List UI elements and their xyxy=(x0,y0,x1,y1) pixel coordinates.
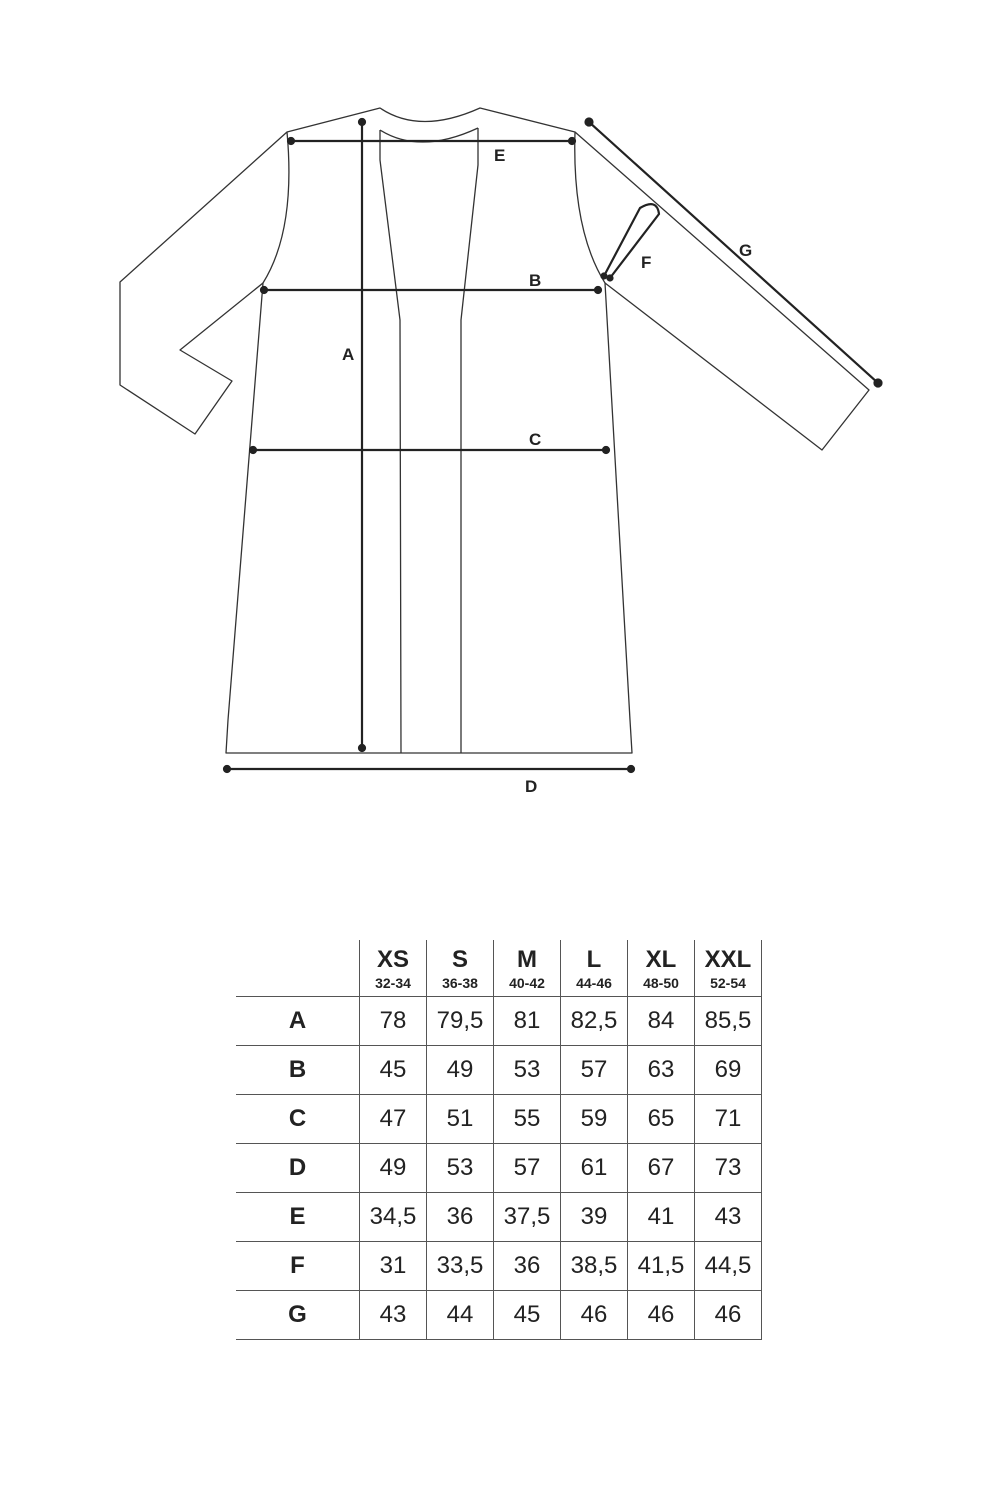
size-header-xxl: XXL 52-54 xyxy=(695,940,762,997)
size-header-m: M 40-42 xyxy=(494,940,561,997)
measure-dot xyxy=(586,119,593,126)
measurement-labels xyxy=(342,146,752,796)
table-cell: 79,5 xyxy=(427,997,494,1046)
right-sleeve-outline xyxy=(575,132,869,450)
measure-dot xyxy=(359,745,365,751)
measure-dot xyxy=(288,138,294,144)
table-cell: 53 xyxy=(427,1144,494,1193)
measure-dot xyxy=(875,380,882,387)
label-e: E xyxy=(494,146,506,165)
table-cell: 57 xyxy=(494,1144,561,1193)
measure-dot xyxy=(608,276,613,281)
table-cell: 67 xyxy=(628,1144,695,1193)
label-c: C xyxy=(529,430,542,449)
table-cell: 41 xyxy=(628,1193,695,1242)
table-cell: 69 xyxy=(695,1046,762,1095)
garment-body-outline xyxy=(226,108,632,753)
table-cell: 63 xyxy=(628,1046,695,1095)
table-corner xyxy=(236,940,360,997)
measure-dot xyxy=(603,447,609,453)
table-cell: 53 xyxy=(494,1046,561,1095)
table-cell: 49 xyxy=(360,1144,427,1193)
row-label: A xyxy=(236,997,360,1046)
table-cell: 38,5 xyxy=(561,1242,628,1291)
table-row xyxy=(236,1144,762,1193)
garment-outline xyxy=(120,108,869,753)
size-header-xl: XL 48-50 xyxy=(628,940,695,997)
table-cell: 45 xyxy=(360,1046,427,1095)
table-cell: 82,5 xyxy=(561,997,628,1046)
label-g: G xyxy=(739,241,753,260)
table-cell: 46 xyxy=(695,1291,762,1340)
table-cell: 47 xyxy=(360,1095,427,1144)
table-cell: 65 xyxy=(628,1095,695,1144)
table-cell: 73 xyxy=(695,1144,762,1193)
table-cell: 43 xyxy=(360,1291,427,1340)
measure-dot xyxy=(569,138,575,144)
table-cell: 45 xyxy=(494,1291,561,1340)
table-cell: 78 xyxy=(360,997,427,1046)
row-label: B xyxy=(236,1046,360,1095)
front-opening-right xyxy=(461,128,478,753)
table-cell: 49 xyxy=(427,1046,494,1095)
table-cell: 51 xyxy=(427,1095,494,1144)
measure-dot xyxy=(595,287,601,293)
front-opening-left xyxy=(380,130,401,753)
size-header-l: L 44-46 xyxy=(561,940,628,997)
table-cell: 33,5 xyxy=(427,1242,494,1291)
measure-dot xyxy=(261,287,267,293)
row-label: G xyxy=(236,1291,360,1340)
label-f: F xyxy=(641,253,652,272)
row-label: F xyxy=(236,1242,360,1291)
measure-dot xyxy=(628,766,634,772)
table-cell: 44 xyxy=(427,1291,494,1340)
left-sleeve-outline xyxy=(120,132,287,434)
table-cell: 84 xyxy=(628,997,695,1046)
table-cell: 43 xyxy=(695,1193,762,1242)
row-label: C xyxy=(236,1095,360,1144)
table-cell: 34,5 xyxy=(360,1193,427,1242)
measure-dot xyxy=(602,274,607,279)
table-row xyxy=(236,1193,762,1242)
label-d: D xyxy=(525,777,538,796)
size-header-row xyxy=(236,940,762,997)
table-cell: 81 xyxy=(494,997,561,1046)
table-cell: 59 xyxy=(561,1095,628,1144)
table-cell: 44,5 xyxy=(695,1242,762,1291)
measure-dot xyxy=(224,766,230,772)
table-cell: 85,5 xyxy=(695,997,762,1046)
measure-dot xyxy=(250,447,256,453)
table-cell: 46 xyxy=(628,1291,695,1340)
table-cell: 37,5 xyxy=(494,1193,561,1242)
table-cell: 55 xyxy=(494,1095,561,1144)
table-row xyxy=(236,1046,762,1095)
table-cell: 41,5 xyxy=(628,1242,695,1291)
table-cell: 39 xyxy=(561,1193,628,1242)
label-b: B xyxy=(529,271,542,290)
table-cell: 31 xyxy=(360,1242,427,1291)
table-cell: 57 xyxy=(561,1046,628,1095)
size-header-xs: XS 32-34 xyxy=(360,940,427,997)
row-label: D xyxy=(236,1144,360,1193)
measure-dot xyxy=(359,119,365,125)
measure-line-g xyxy=(589,122,878,383)
table-row xyxy=(236,1242,762,1291)
measurement-lines xyxy=(224,119,882,773)
table-cell: 36 xyxy=(427,1193,494,1242)
table-cell: 61 xyxy=(561,1144,628,1193)
table-cell: 36 xyxy=(494,1242,561,1291)
size-chart-table xyxy=(236,940,762,1340)
table-row xyxy=(236,1291,762,1340)
table-cell: 46 xyxy=(561,1291,628,1340)
table-row xyxy=(236,1095,762,1144)
table-cell: 71 xyxy=(695,1095,762,1144)
table-row xyxy=(236,997,762,1046)
row-label: E xyxy=(236,1193,360,1242)
size-header-s: S 36-38 xyxy=(427,940,494,997)
label-a: A xyxy=(342,345,355,364)
